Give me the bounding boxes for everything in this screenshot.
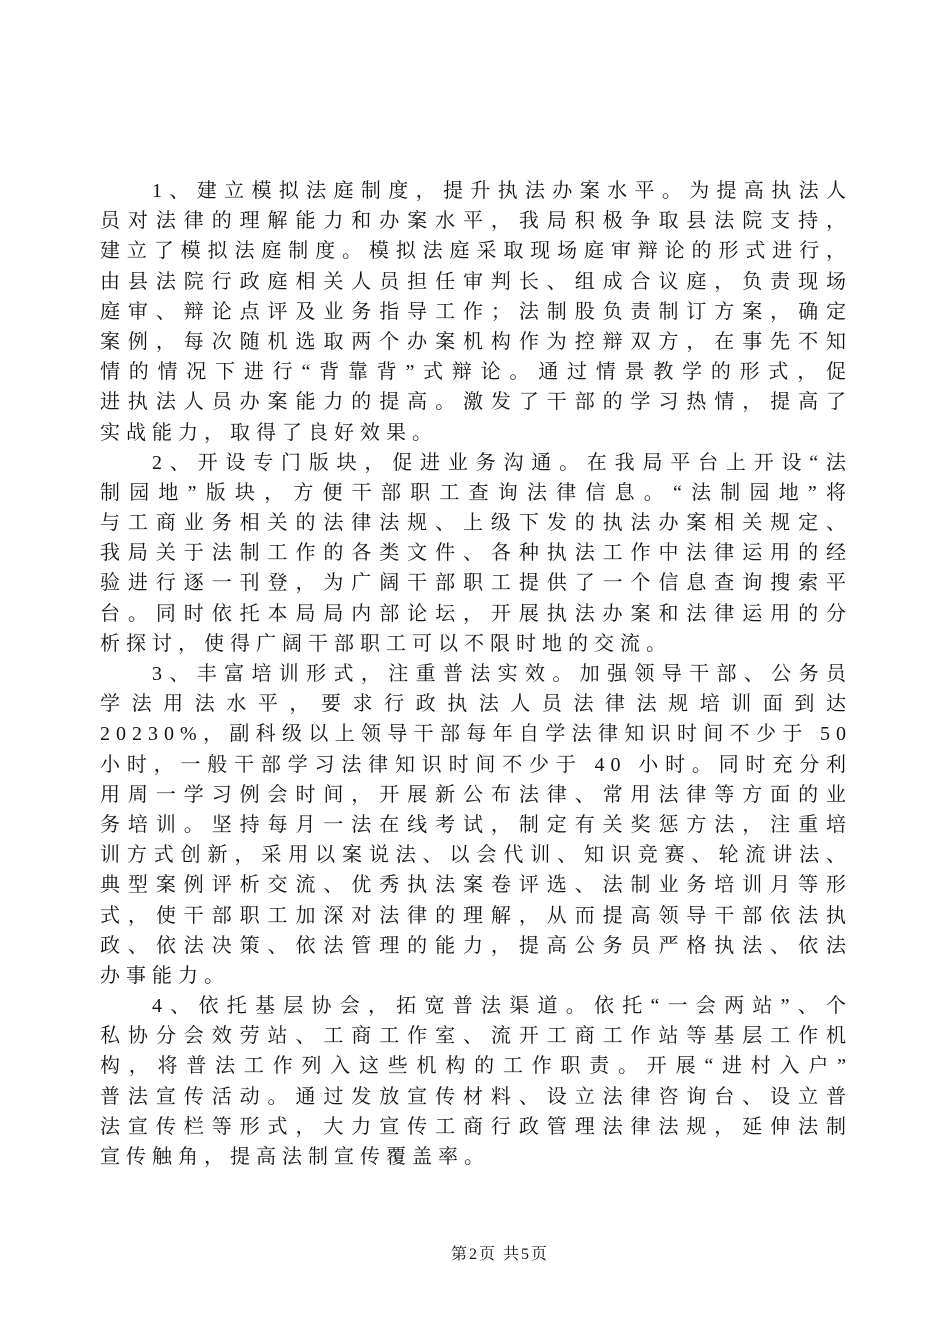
text-line: 我局关于法制工作的各类文件、各种执法工作中法律运用的经 — [100, 542, 852, 565]
text-line: 由县法院行政庭相关人员担任审判长、组成合议庭，负责现场 — [100, 270, 852, 293]
text-line: 宣传触角，提高法制宣传覆盖率。 — [100, 1146, 490, 1168]
text-line: 情的情况下进行“背靠背”式辩论。通过情景教学的形式，促 — [100, 361, 852, 384]
text-line: 典型案例评析交流、优秀执法案卷评选、法制业务培训月等形 — [100, 874, 852, 897]
text-line: 建立了模拟法庭制度。模拟法庭采取现场庭审辩论的形式进行， — [100, 240, 852, 263]
text-line: 析探讨，使得广阔干部职工可以不限时地的交流。 — [100, 632, 672, 655]
text-line: 构，将普法工作列入这些机构的工作职责。开展“进村入户” — [100, 1055, 852, 1078]
text-line: 1、建立模拟法庭制度，提升执法办案水平。为提高执法人 — [152, 180, 852, 202]
text-line: 庭审、辩论点评及业务指导工作；法制股负责制订方案，确定 — [100, 300, 852, 323]
text-line: 实战能力，取得了良好效果。 — [100, 421, 438, 444]
text-line: 员对法律的理解能力和办案水平，我局积极争取县法院支持， — [100, 210, 852, 233]
text-line: 式，使干部职工加深对法律的理解，从而提高领导干部依法执 — [100, 904, 852, 927]
text-line: 务培训。坚持每月一法在线考试，制定有关奖惩方法，注重培 — [100, 813, 852, 836]
text-line: 进执法人员办案能力的提高。激发了干部的学习热情，提高了 — [100, 391, 852, 414]
text-line: 案例，每次随机选取两个办案机构作为控辩双方，在事先不知 — [100, 330, 852, 353]
text-line: 训方式创新，采用以案说法、以会代训、知识竞赛、轮流讲法、 — [100, 844, 852, 867]
text-line: 办事能力。 — [100, 964, 230, 987]
text-line: 与工商业务相关的法律法规、上级下发的执法办案相关规定、 — [100, 512, 852, 535]
text-line: 2、开设专门版块，促进业务沟通。在我局平台上开设“法 — [152, 451, 852, 474]
page-number-label: 第2页 共5页 — [450, 1246, 549, 1263]
text-line: 小时，一般干部学习法律知识时间不少于 40 小时。同时充分利 — [100, 753, 852, 776]
text-line: 普法宣传活动。通过发放宣传材料、设立法律咨询台、设立普 — [100, 1085, 852, 1108]
document-body — [100, 176, 852, 1172]
text-line: 学法用法水平，要求行政执法人员法律法规培训面到达 — [100, 693, 852, 716]
text-line: 制园地”版块，方便干部职工查询法律信息。“法制园地”将 — [100, 481, 852, 504]
text-line: 政、依法决策、依法管理的能力，提高公务员严格执法、依法 — [100, 934, 852, 957]
text-line: 3、丰富培训形式，注重普法实效。加强领导干部、公务员 — [152, 663, 852, 685]
text-line: 私协分会效劳站、工商工作室、流开工商工作站等基层工作机 — [100, 1025, 852, 1048]
text-line: 验进行逐一刊登，为广阔干部职工提供了一个信息查询搜索平 — [100, 572, 852, 595]
text-line: 20230%，副科级以上领导干部每年自学法律知识时间不少于 50 — [100, 723, 852, 746]
text-line: 台。同时依托本局局内部论坛，开展执法办案和法律运用的分 — [100, 602, 852, 625]
page-footer — [0, 1241, 950, 1264]
text-line: 4、依托基层协会，拓宽普法渠道。依托“一会两站”、个 — [152, 995, 852, 1018]
text-line: 用周一学习例会时间，开展新公布法律、常用法律等方面的业 — [100, 783, 852, 806]
text-line: 法宣传栏等形式，大力宣传工商行政管理法律法规，延伸法制 — [100, 1115, 852, 1138]
